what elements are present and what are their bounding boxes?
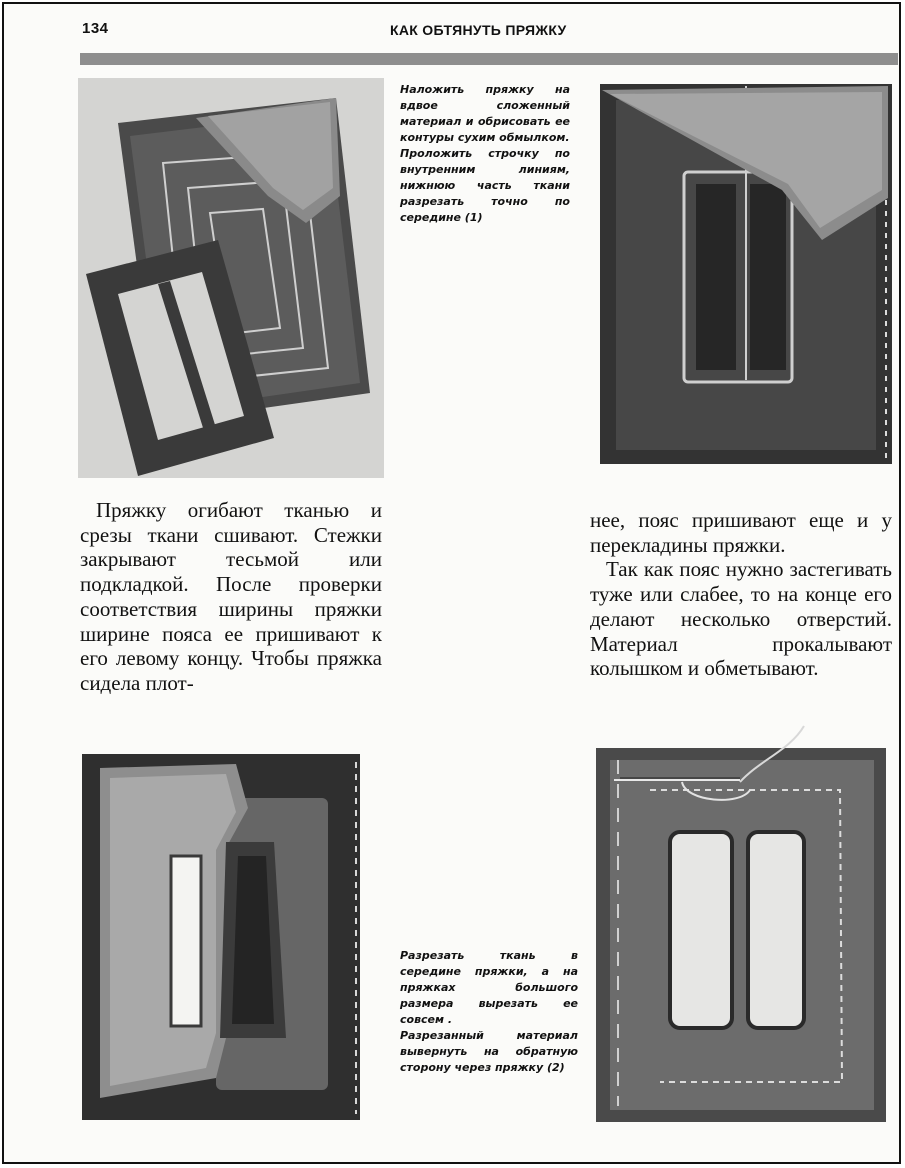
caption-step-1-part-2: Проложить строчку по внутренним линиям, нижнюю часть ткани разрезать точно по середине (1)	[400, 147, 570, 224]
fabric-turned-drawing	[76, 748, 366, 1126]
fabric-with-buckle-drawing	[78, 78, 384, 478]
body-text-right-column	[590, 508, 892, 681]
book-page	[2, 2, 901, 1164]
caption-step-2-part-2: Разрезанный материал вывернуть на обратную сторону через пряжку (2)	[400, 1029, 578, 1074]
illustration-fabric-with-buckle	[78, 78, 384, 478]
body-paragraph-right-2: Так как пояс нужно застегивать туже или слабее, то на конце его делают несколько отверстий. Материал прокалывают колышком и обметывают.	[590, 557, 892, 681]
running-title: КАК ОБТЯНУТЬ ПРЯЖКУ	[390, 22, 567, 38]
caption-step-1	[400, 82, 570, 226]
stitched-fabric-drawing	[596, 80, 896, 468]
page-number: 134	[82, 20, 109, 37]
caption-step-2	[400, 948, 578, 1076]
body-paragraph-left: Пряжку огибают тканью и срезы ткани сшивают. Стежки закрывают тесьмой или подкладкой. После проверки соответствия ширины пряжки ширине пояса ее пришивают к его левому концу. Чтобы пряжка сидела плот-	[80, 498, 382, 695]
illustration-stitched-fabric	[596, 80, 896, 468]
caption-step-1-part-1: Наложить пряжку на вдвое сложенный материал и обрисовать ее контуры сухим обмылком.	[400, 83, 570, 144]
sewing-drawing	[590, 720, 896, 1126]
body-text-left-column	[80, 498, 382, 696]
illustration-sewing-with-needle	[590, 720, 896, 1126]
illustration-fabric-turned-through-buckle	[76, 748, 366, 1126]
body-paragraph-right-1: нее, пояс пришивают еще и у перекладины пряжки.	[590, 508, 892, 557]
header-rule	[80, 53, 898, 65]
caption-step-2-part-1: Разрезать ткань в середине пряжки, а на пряжках большого размера вырезать ее совсем .	[400, 949, 578, 1026]
